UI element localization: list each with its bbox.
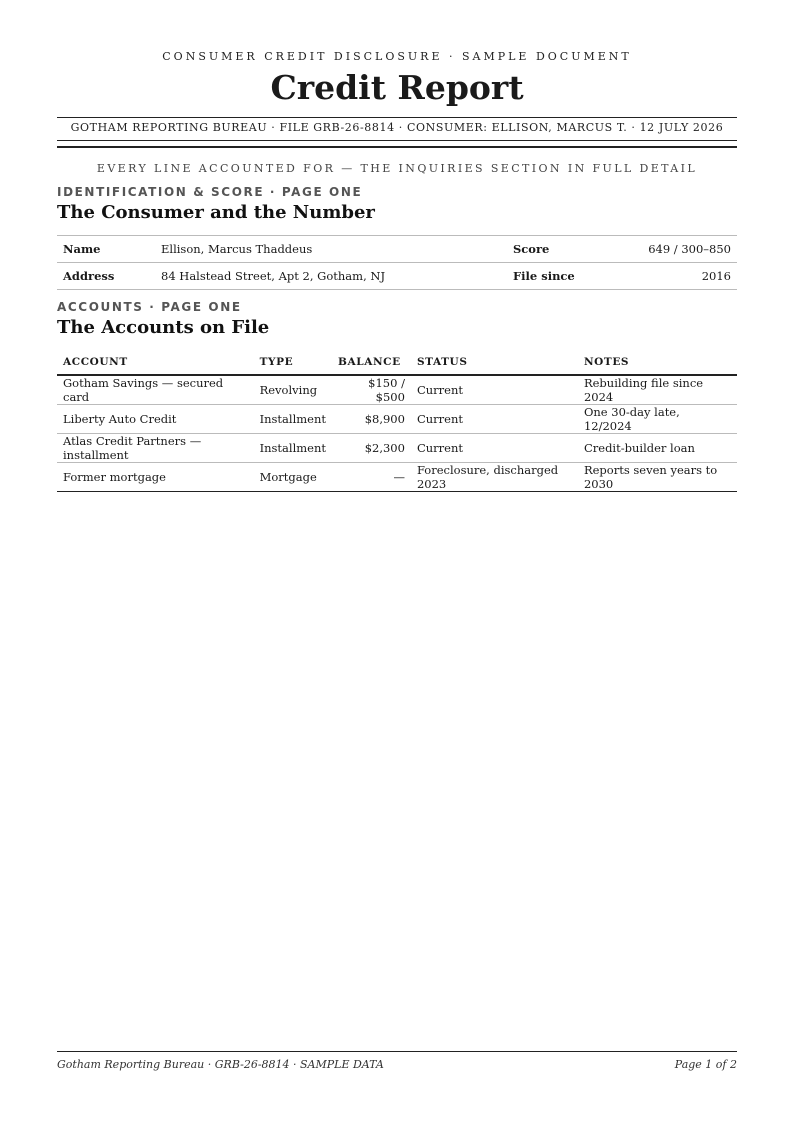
column-header-type: TYPE [254,349,332,375]
table-row [57,263,737,290]
table-header-row [57,349,737,375]
table-row [57,405,737,434]
name-value: Ellison, Marcus Thaddeus [155,236,507,263]
masthead-line: GOTHAM REPORTING BUREAU · FILE GRB-26-8814 · CONSUMER: ELLISON, MARCUS T. · 12 JULY 2026 [70,121,724,134]
account-balance: $8,900 [332,405,411,434]
account-status: Foreclosure, discharged 2023 [411,463,578,492]
account-status: Current [411,405,578,434]
account-notes: One 30-day late, 12/2024 [578,405,737,434]
account-balance: — [332,463,411,492]
table-row [57,434,737,463]
accounts-table [57,349,737,492]
column-header-status: STATUS [411,349,578,375]
file-since-value: 2016 [617,263,737,290]
accounts-kicker: ACCOUNTS · PAGE ONE [57,300,242,314]
account-name: Atlas Credit Partners — installment [57,434,254,463]
account-notes: Reports seven years to 2030 [578,463,737,492]
score-value: 649 / 300–850 [617,236,737,263]
table-row [57,236,737,263]
document-kicker: CONSUMER CREDIT DISCLOSURE · SAMPLE DOCUMENT [162,50,632,63]
account-name: Gotham Savings — secured card [57,375,254,405]
footer-rule [57,1051,737,1052]
account-name: Former mortgage [57,463,254,492]
address-value: 84 Halstead Street, Apt 2, Gotham, NJ [155,263,507,290]
identification-title: The Consumer and the Number [57,202,375,223]
footer-source: Gotham Reporting Bureau · GRB-26-8814 · SAMPLE DATA [57,1058,384,1071]
page-number: Page 1 of 2 [674,1058,737,1071]
page-title: Credit Report [270,68,524,107]
identification-table [57,235,737,290]
score-label: Score [507,236,617,263]
account-type: Mortgage [254,463,332,492]
report-page [57,0,737,1123]
table-row [57,463,737,492]
column-header-account: ACCOUNT [57,349,254,375]
account-notes: Rebuilding file since 2024 [578,375,737,405]
account-type: Revolving [254,375,332,405]
column-header-notes: NOTES [578,349,737,375]
account-type: Installment [254,434,332,463]
accounts-title: The Accounts on File [57,317,270,338]
address-label: Address [57,263,155,290]
identification-kicker: IDENTIFICATION & SCORE · PAGE ONE [57,185,363,199]
account-status: Current [411,434,578,463]
account-name: Liberty Auto Credit [57,405,254,434]
account-status: Current [411,375,578,405]
account-type: Installment [254,405,332,434]
file-since-label: File since [507,263,617,290]
column-header-balance: BALANCE [332,349,411,375]
account-notes: Credit-builder loan [578,434,737,463]
name-label: Name [57,236,155,263]
tagline: EVERY LINE ACCOUNTED FOR — THE INQUIRIES SECTION IN FULL DETAIL [96,162,698,175]
table-row [57,375,737,405]
double-rule [57,140,737,148]
top-rule [57,117,737,118]
account-balance: $150 / $500 [332,375,411,405]
account-balance: $2,300 [332,434,411,463]
